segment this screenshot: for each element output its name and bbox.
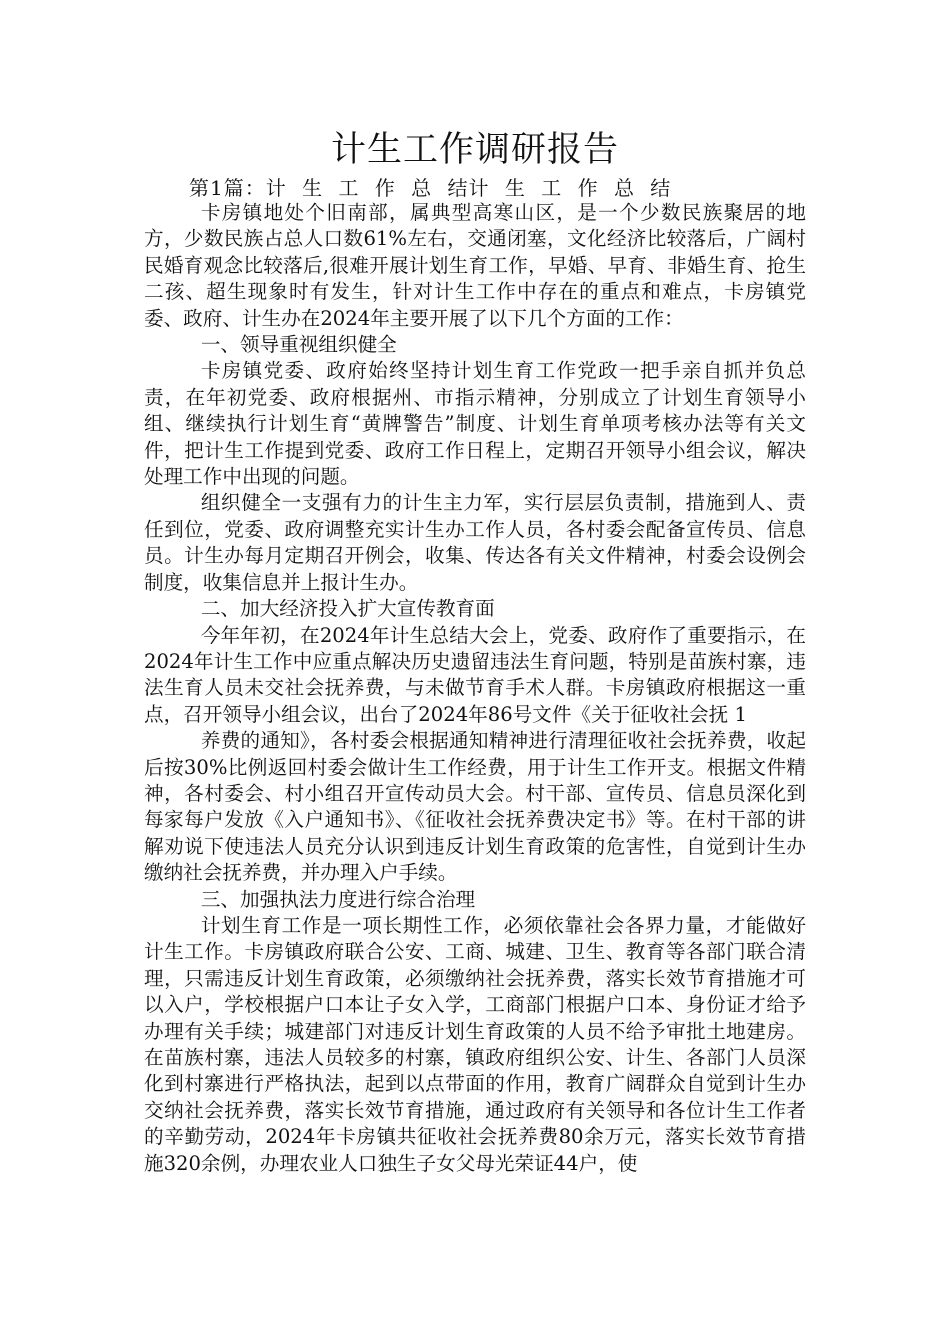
paragraph-intro: 卡房镇地处个旧南部，属典型高寒山区，是一个少数民族聚居的地方，少数民族占总人口数61%左右，交通闭塞，文化经济比较落后，广阔村民婚育观念比较落后,很难开展计划生育工作，早婚、早育、非婚生育、抢生二孩、超生现象时有发生，针对计生工作中存在的重点和难点，卡房镇党委、政府、计生办在2024年主要开展了以下几个方面的工作： [144, 201, 806, 330]
paragraph: 养费的通知》，各村委会根据通知精神进行清理征收社会抚养费，收起后按30%比例返回村委会做计生工作经费，用于计生工作开支。根据文件精神，各村委会、村小组召开宣传动员大会。村干部、宣传员、信息员深化到每家每户发放《入户通知书》、《征收社会抚养费决定书》等。在村干部的讲解劝说下使违法人员充分认识到违反计划生育政策的危害性，自觉到计生办缴纳社会抚养费，并办理入户手续。 [144, 729, 806, 885]
paragraph: 计划生育工作是一项长期性工作，必须依靠社会各界力量，才能做好计生工作。卡房镇政府联合公安、工商、城建、卫生、教育等各部门联合清理，只需违反计划生育政策，必须缴纳社会抚养费，落实长效节育措施才可以入户，学校根据户口本让子女入学，工商部门根据户口本、身份证才给予办理有关手续；城建部门对违反计划生育政策的人员不给予审批土地建房。在苗族村寨，违法人员较多的村寨，镇政府组织公安、计生、各部门人员深化到村寨进行严格执法，起到以点带面的作用，教育广阔群众自觉到计生办交纳社会抚养费，落实长效节育措施，通过政府有关领导和各位计生工作者的辛勤劳动，2024年卡房镇共征收社会抚养费80余万元，落实长效节育措施320余例，办理农业人口独生子女父母光荣证44户，使 [144, 913, 806, 1175]
page-title: 计生工作调研报告 [330, 130, 619, 170]
section-heading-1: 一、领导重视组织健全 [200, 333, 397, 357]
section-subtitle: 第1篇：计 生 工 作 总 结计 生 工 作 总 结 [189, 176, 672, 200]
section-heading-3: 三、加强执法力度进行综合治理 [200, 887, 476, 911]
section-heading-2: 二、加大经济投入扩大宣传教育面 [200, 597, 495, 621]
paragraph: 今年年初，在2024年计生总结大会上，党委、政府作了重要指示，在2024年计生工作中应重点解决历史遗留违法生育问题，特别是苗族村寨，违法生育人员未交社会抚养费，与未做节育手术人群。卡房镇政府根据这一重点，召开领导小组会议，出台了2024年86号文件《关于征收社会抚 1 [144, 623, 806, 726]
paragraph: 卡房镇党委、政府始终坚持计划生育工作党政一把手亲自抓并负总责，在年初党委、政府根据州、市指示精神，分别成立了计划生育领导小组、继续执行计划生育“黄牌警告”制度、计划生育单项考核办法等有关文件，把计生工作提到党委、政府工作日程上，定期召开领导小组会议，解决处理工作中出现的问题。 [144, 359, 806, 489]
document-body [144, 200, 806, 1177]
paragraph: 组织健全一支强有力的计生主力军，实行层层负责制，措施到人、责任到位，党委、政府调整充实计生办工作人员，各村委会配备宣传员、信息员。计生办每月定期召开例会，收集、传达各有关文件精神，村委会设例会制度，收集信息并上报计生办。 [144, 491, 806, 594]
